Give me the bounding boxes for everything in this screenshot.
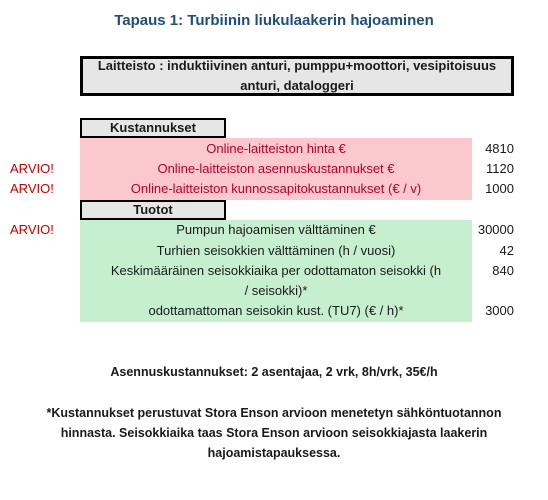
- return-row-label-line2: / seisokki)*: [244, 283, 308, 298]
- return-row-label: Turhien seisokkien välttäminen (h / vuosi): [156, 243, 396, 258]
- estimate-flag: ARVIO!: [10, 161, 54, 176]
- return-row-value: 42: [499, 243, 514, 258]
- footnote-line: hinnasta. Seisokkiaika taas Stora Enson arvioon seisokkiajasta laakerin: [60, 426, 488, 440]
- equipment-box: Laitteisto : induktiivinen anturi, pumppu+moottori, vesipitoisuus anturi, dataloggeri: [80, 56, 514, 96]
- cost-row-value: 1000: [485, 181, 514, 196]
- return-row-label: odottamattoman seisokin kust. (TU7) (€ / h)*: [148, 303, 404, 318]
- cost-row-label: Online-laitteiston hinta €: [206, 141, 346, 156]
- cost-row-label: Online-laitteiston kunnossapitokustannukset (€ / v): [130, 181, 422, 196]
- cost-row-value: 4810: [485, 141, 514, 156]
- return-row-value: 3000: [485, 303, 514, 318]
- return-row-value: 840: [492, 263, 514, 278]
- footnote-line: *Kustannukset perustuvat Stora Enson arvioon menetetyn sähköntuotannon: [46, 406, 502, 420]
- estimate-flag: ARVIO!: [10, 181, 54, 196]
- estimate-flag: ARVIO!: [10, 222, 54, 237]
- page-title: Tapaus 1: Turbiinin liukulaakerin hajoaminen: [114, 12, 434, 29]
- footnote-line: hajoamistapauksessa.: [207, 446, 341, 460]
- return-row-value: 30000: [477, 222, 514, 237]
- footnote: [14, 403, 534, 463]
- installation-note: Asennuskustannukset: 2 asentajaa, 2 vrk, 8h/vrk, 35€/h: [110, 365, 438, 379]
- return-row-label: Pumpun hajoamisen välttäminen €: [176, 222, 376, 237]
- costs-section-label: Kustannukset: [80, 118, 226, 138]
- returns-section-label: Tuotot: [80, 200, 226, 220]
- cost-row-value: 1120: [486, 161, 514, 176]
- cost-row-label: Online-laitteiston asennuskustannukset €: [157, 161, 395, 176]
- return-row-label-line1: Keskimääräinen seisokkiaika per odottamaton seisokki (h: [110, 263, 442, 278]
